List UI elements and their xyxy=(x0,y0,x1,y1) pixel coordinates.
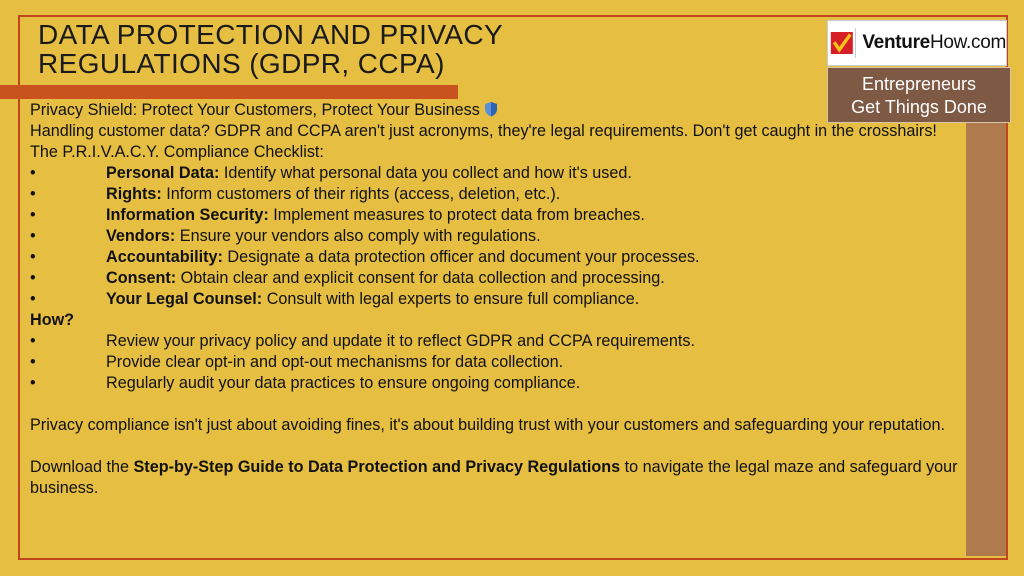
bullet: • xyxy=(30,185,36,203)
logo-wordmark xyxy=(862,32,1006,54)
slide-body xyxy=(30,100,960,499)
tagline-line-2: Get Things Done xyxy=(851,97,987,117)
how-heading xyxy=(30,310,960,331)
checklist-desc: Obtain clear and explicit consent for data collection and processing. xyxy=(180,269,665,287)
list-item xyxy=(30,205,960,226)
how-item: Review your privacy policy and update it to reflect GDPR and CCPA requirements. xyxy=(106,332,696,350)
venturehow-logo[interactable] xyxy=(827,20,1007,66)
checklist-term: Consent: xyxy=(106,269,177,287)
checklist-term: Vendors: xyxy=(106,227,176,245)
how-list xyxy=(30,331,960,394)
list-item xyxy=(30,352,960,373)
checklist-desc: Ensure your vendors also comply with regulations. xyxy=(179,227,541,245)
list-item xyxy=(30,163,960,184)
checklist-desc: Designate a data protection officer and document your processes. xyxy=(227,248,700,266)
side-accent-bar xyxy=(966,110,1006,556)
bullet: • xyxy=(30,164,36,182)
how-item: Regularly audit your data practices to ensure ongoing compliance. xyxy=(106,374,581,392)
title-line-2: REGULATIONS (GDPR, CCPA) xyxy=(38,48,445,79)
bullet: • xyxy=(30,269,36,287)
spacer xyxy=(30,436,960,457)
checklist-term: Your Legal Counsel: xyxy=(106,290,263,308)
intro-heading-text: Privacy Shield: Protect Your Customers, Protect Your Business xyxy=(30,101,480,119)
shield-icon xyxy=(484,101,498,117)
bullet: • xyxy=(30,248,36,266)
bullet: • xyxy=(30,353,36,371)
cta-guide-title: Step-by-Step Guide to Data Protection and Privacy Regulations xyxy=(133,458,621,476)
intro-text: Handling customer data? GDPR and CCPA aren't just acronyms, they're legal requirements. Don't get caught in the crosshairs! xyxy=(30,122,937,140)
checklist-term: Rights: xyxy=(106,185,162,203)
title-underline-bar xyxy=(0,85,458,99)
list-item xyxy=(30,247,960,268)
list-item xyxy=(30,331,960,352)
how-heading-text: How? xyxy=(30,311,75,329)
call-to-action xyxy=(30,457,960,499)
list-item xyxy=(30,289,960,310)
cta-prefix: Download the xyxy=(30,458,134,476)
checklist-desc: Inform customers of their rights (access, deletion, etc.). xyxy=(166,185,561,203)
checklist-term: Information Security: xyxy=(106,206,269,224)
checklist-desc: Identify what personal data you collect and how it's used. xyxy=(223,164,632,182)
closing-text: Privacy compliance isn't just about avoiding fines, it's about building trust with your customers and safeguarding your reputation. xyxy=(30,416,945,434)
cta-suffix: to navigate the legal maze and safeguard your business. xyxy=(30,458,958,497)
checklist-desc: Consult with legal experts to ensure full compliance. xyxy=(266,290,640,308)
checklist-title: The P.R.I.V.A.C.Y. Compliance Checklist: xyxy=(30,143,324,161)
how-item: Provide clear opt-in and opt-out mechanisms for data collection. xyxy=(106,353,564,371)
list-item xyxy=(30,373,960,394)
checklist-term: Personal Data: xyxy=(106,164,220,182)
list-item xyxy=(30,184,960,205)
spacer xyxy=(30,394,960,415)
logo-name-rest: How.com xyxy=(929,32,1006,53)
checklist-desc: Implement measures to protect data from breaches. xyxy=(273,206,645,224)
bullet: • xyxy=(30,332,36,350)
page-title xyxy=(38,20,598,78)
tagline-line-1: Entrepreneurs xyxy=(861,74,977,94)
list-item xyxy=(30,268,960,289)
list-item xyxy=(30,226,960,247)
checklist-term: Accountability: xyxy=(106,248,223,266)
logo-name-bold: Venture xyxy=(862,32,930,53)
bullet: • xyxy=(30,290,36,308)
intro-heading xyxy=(30,100,960,121)
bullet: • xyxy=(30,206,36,224)
checklist xyxy=(30,163,960,310)
title-line-1: DATA PROTECTION AND PRIVACY xyxy=(38,19,504,50)
bullet: • xyxy=(30,374,36,392)
checkmark-logo-icon xyxy=(830,28,856,58)
bullet: • xyxy=(30,227,36,245)
